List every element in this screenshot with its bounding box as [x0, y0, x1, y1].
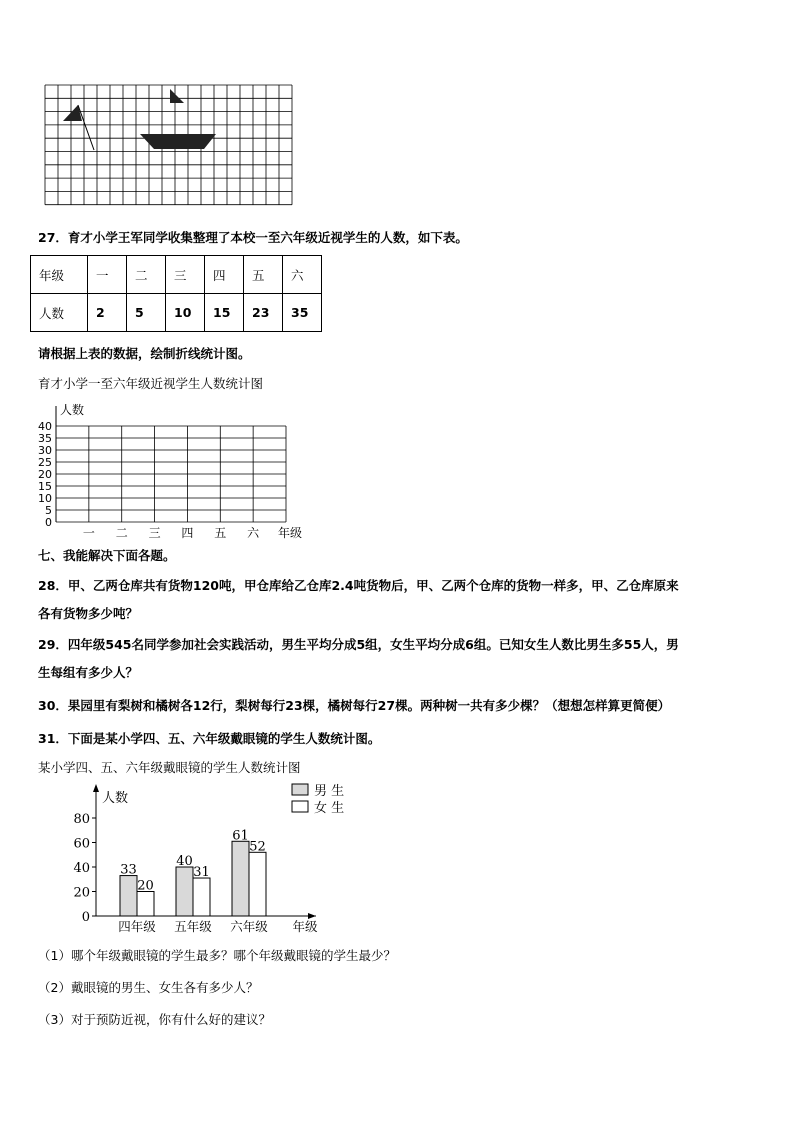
x-tick-label: 一 [82, 526, 95, 540]
y-tick-label: 20 [73, 885, 90, 901]
question-30: 30．果园里有梨树和橘树各12行，梨树每行23棵，橘树每行27棵。两种树一共有多少棵？（想想怎样算更简便） [38, 698, 671, 713]
table-cell: 五 [244, 256, 283, 294]
y-tick-label: 10 [38, 492, 52, 505]
bar-value-label: 31 [193, 865, 210, 881]
y-tick-label: 35 [38, 432, 52, 445]
table-cell: 三 [166, 256, 205, 294]
table-cell: 23 [244, 294, 283, 332]
table-cell: 35 [283, 294, 322, 332]
y-tick-label: 20 [38, 468, 52, 481]
y-tick-label: 30 [38, 444, 52, 457]
x-tick-label: 五 [214, 526, 227, 540]
question-27: 27．育才小学王军同学收集整理了本校一至六年级近视学生的人数，如下表。 [38, 230, 468, 245]
line-chart [30, 398, 320, 542]
bar-value-label: 52 [249, 839, 266, 855]
bar-value-label: 20 [137, 878, 154, 894]
legend-label: 男 生 [314, 784, 345, 799]
table-cell: 10 [166, 294, 205, 332]
x-tick-label: 六 [247, 526, 260, 540]
x-tick-label: 二 [115, 526, 128, 540]
y-tick-label: 40 [38, 420, 52, 433]
grid-figure [44, 84, 294, 212]
question-29-line1: 29．四年级545名同学参加社会实践活动，男生平均分成5组，女生平均分成6组。已知女生人数比男生多55人，男 [38, 637, 679, 652]
x-tick-label: 五年级 [174, 919, 212, 934]
question-28-line2: 各有货物多少吨？ [38, 606, 139, 621]
y-tick-label: 5 [45, 504, 52, 517]
y-tick-label: 15 [38, 480, 52, 493]
y-tick-label: 40 [73, 861, 90, 876]
q31-sub2: （2）戴眼镜的男生、女生各有多少人？ [38, 980, 259, 995]
bar-value-label: 33 [120, 862, 137, 878]
bar-value-label: 61 [232, 828, 249, 844]
x-tick-label: 四 [181, 526, 194, 540]
grade-count-table [30, 255, 322, 332]
x-tick-label: 三 [148, 526, 161, 540]
table-cell: 5 [127, 294, 166, 332]
table-header-grade: 年级 [31, 256, 88, 294]
bar [137, 892, 154, 917]
question-28-line1: 28．甲、乙两仓库共有货物120吨，甲仓库给乙仓库2.4吨货物后，甲、乙两个仓库的货物一样多，甲、乙仓库原来 [38, 578, 679, 593]
table-row-count [31, 294, 322, 332]
question-29-line2: 生每组有多少人？ [38, 665, 139, 680]
triangle-shape-top [170, 89, 184, 103]
bar [249, 852, 266, 916]
question-31: 31．下面是某小学四、五、六年级戴眼镜的学生人数统计图。 [38, 731, 381, 746]
table-cell: 一 [88, 256, 127, 294]
table-cell: 六 [283, 256, 322, 294]
table-row-grade [31, 256, 322, 294]
x-axis-label: 年级 [277, 526, 303, 540]
x-axis-label: 年级 [292, 919, 318, 934]
bar-chart [60, 780, 360, 940]
y-tick-label: 0 [45, 516, 52, 529]
x-tick-label: 四年级 [118, 919, 156, 934]
y-tick-label: 80 [73, 812, 90, 827]
y-axis-label: 人数 [102, 791, 129, 806]
q31-sub3: （3）对于预防近视，你有什么好的建议？ [38, 1012, 271, 1027]
table-cell: 2 [88, 294, 127, 332]
legend-label: 女 生 [314, 801, 345, 816]
table-cell: 四 [205, 256, 244, 294]
bar [120, 876, 137, 916]
bar [176, 867, 193, 916]
bar-value-label: 40 [176, 854, 193, 869]
bar [193, 878, 210, 916]
legend-swatch [292, 784, 308, 795]
q31-sub1: （1）哪个年级戴眼镜的学生最多？哪个年级戴眼镜的学生最少？ [38, 948, 396, 963]
bar-chart-title: 某小学四、五、六年级戴眼镜的学生人数统计图 [38, 760, 301, 775]
legend-swatch [292, 801, 308, 812]
section-7-heading: 七、我能解决下面各题。 [38, 548, 176, 563]
trapezoid-shape [140, 134, 216, 149]
y-tick-label: 25 [38, 456, 52, 469]
table-cell: 二 [127, 256, 166, 294]
y-tick-label: 0 [81, 910, 90, 925]
table-cell: 15 [205, 294, 244, 332]
line-chart-title: 育才小学一至六年级近视学生人数统计图 [38, 376, 264, 391]
y-tick-label: 60 [73, 836, 90, 852]
q27-instruction: 请根据上表的数据，绘制折线统计图。 [38, 346, 251, 361]
x-tick-label: 六年级 [230, 919, 268, 934]
y-axis-arrow [93, 784, 99, 792]
bar [232, 841, 249, 916]
table-header-count: 人数 [31, 294, 88, 332]
y-axis-label: 人数 [60, 403, 85, 417]
